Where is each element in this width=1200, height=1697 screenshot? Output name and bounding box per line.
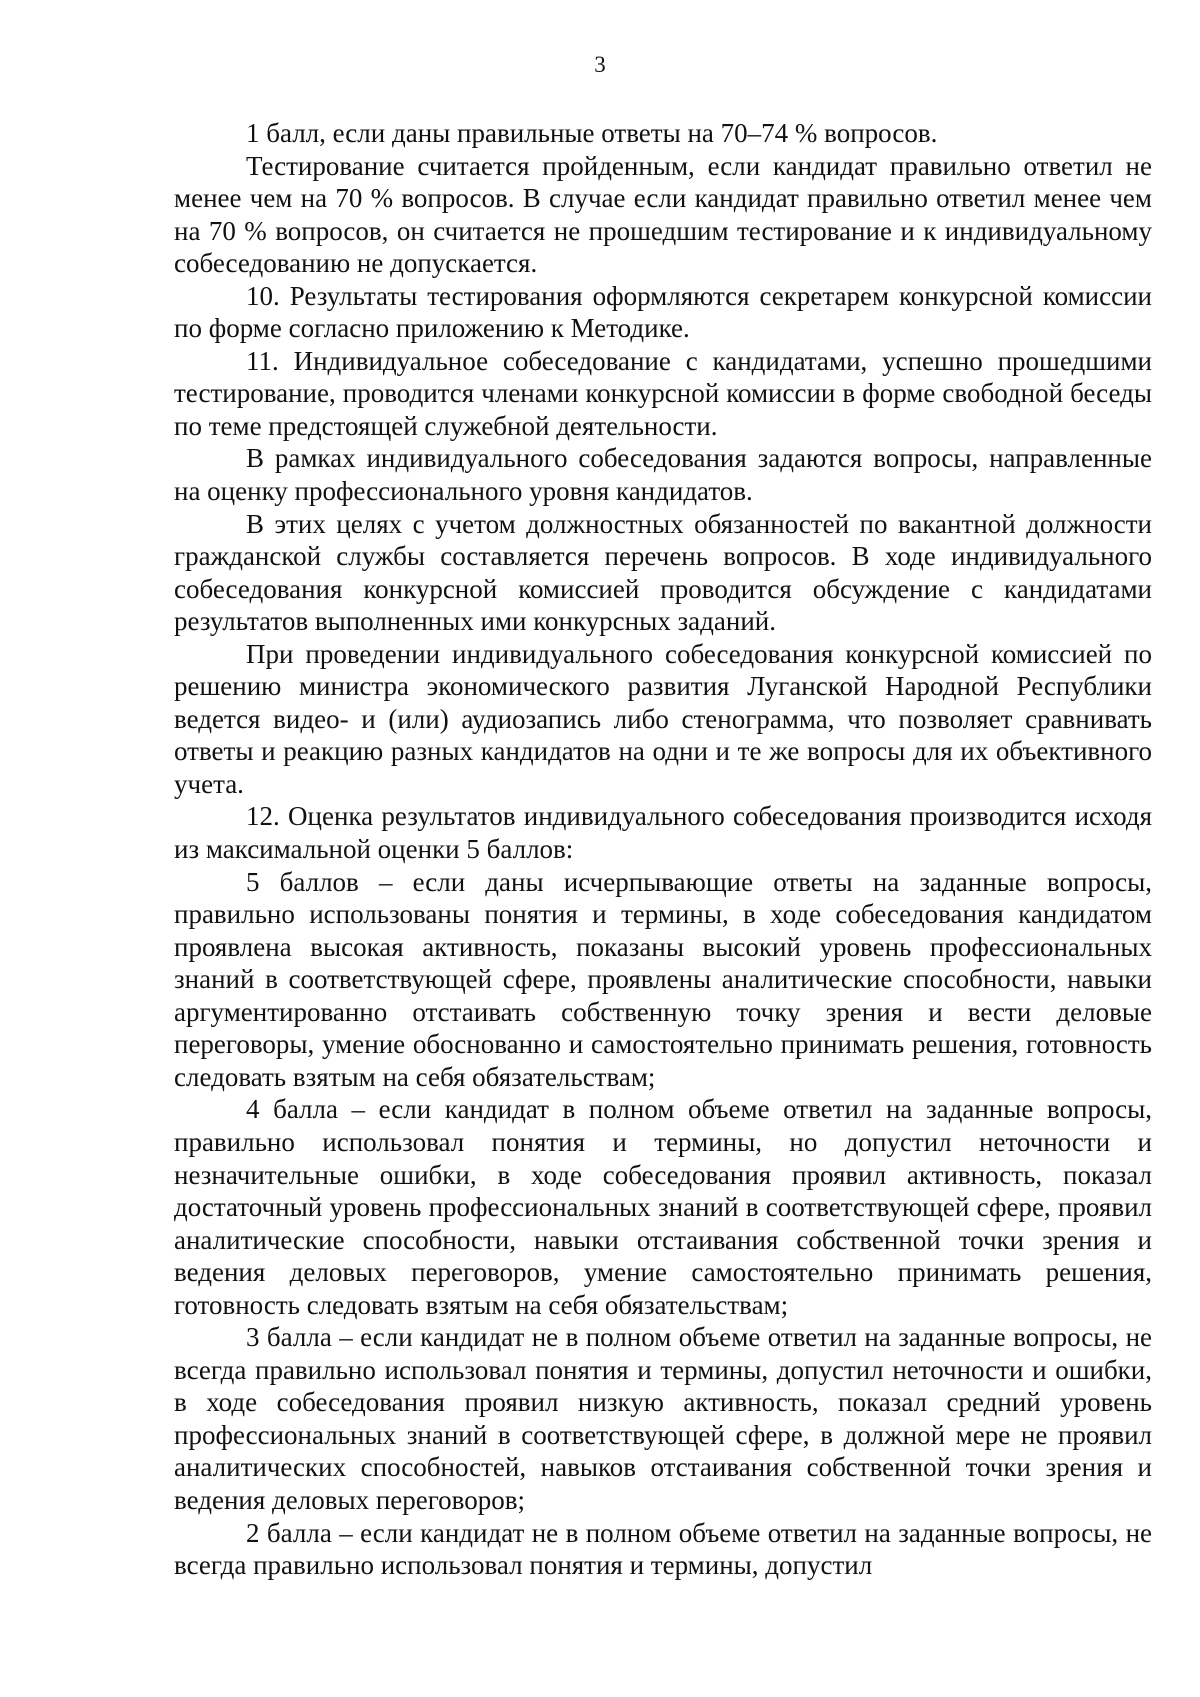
paragraph-score-5: 5 баллов – если даны исчерпывающие ответы на заданные вопросы, правильно использованы понятия и термины, в ходе собеседования кандидатом проявлена высокая активность, показаны высокий уровень профессиональных знаний в соответствующей сфере, проявлены аналитические способности, навыки аргументированно отстаивать собственную точку зрения и вести деловые переговоры, умение обоснованно и самостоятельно принимать решения, готовность следовать взятым на себя обязательствам;	[174, 866, 1152, 1092]
paragraph-score-4: 4 балла – если кандидат в полном объеме ответил на заданные вопросы, правильно использовал понятия и термины, но допустил неточности и незначительные ошибки, в ходе собеседования проявил активность, показал достаточный уровень профессиональных знаний в соответствующей сфере, проявил аналитические способности, навыки отстаивания собственной точки зрения и ведения деловых переговоров, умение самостоятельно принимать решения, готовность следовать взятым на себя обязательствам;	[174, 1094, 1152, 1320]
page-number: 3	[594, 52, 606, 77]
paragraph-item-12: 12. Оценка результатов индивидуального собеседования производится исходя из максимальной оценки 5 баллов:	[174, 801, 1152, 865]
paragraph-item-11: 11. Индивидуальное собеседование с кандидатами, успешно прошедшими тестирование, проводится членами конкурсной комиссии в форме свободной беседы по теме предстоящей служебной деятельности.	[174, 345, 1152, 441]
paragraph-interview-questions: В рамках индивидуального собеседования задаются вопросы, направленные на оценку профессионального уровня кандидатов.	[174, 443, 1152, 507]
paragraph-recording: При проведении индивидуального собеседования конкурсной комиссией по решению министра экономического развития Луганской Народной Республики ведется видео- и (или) аудиозапись либо стенограмма, что позволяет сравнивать ответы и реакцию разных кандидатов на одни и те же вопросы для их объективного учета.	[174, 638, 1152, 799]
paragraph-testing-passed: Тестирование считается пройденным, если кандидат правильно ответил не менее чем на 70 % вопросов. В случае если кандидат правильно ответил менее чем на 70 % вопросов, он считается не прошедшим тестирование и к индивидуальному собеседованию не допускается.	[174, 150, 1152, 279]
paragraph-score-2: 2 балла – если кандидат не в полном объеме ответил на заданные вопросы, не всегда правильно использовал понятия и термины, допустил	[174, 1517, 1152, 1581]
paragraph-score-3: 3 балла – если кандидат не в полном объеме ответил на заданные вопросы, не всегда правильно использовал понятия и термины, допустил неточности и ошибки, в ходе собеседования проявил низкую активность, показал средний уровень профессиональных знаний в соответствующей сфере, в должной мере не проявил аналитических способностей, навыков отстаивания собственной точки зрения и ведения деловых переговоров;	[174, 1322, 1152, 1515]
paragraph-score-1: 1 балл, если даны правильные ответы на 70–74 % вопросов.	[246, 118, 938, 148]
paragraph-question-list: В этих целях с учетом должностных обязанностей по вакантной должности гражданской службы составляется перечень вопросов. В ходе индивидуального собеседования конкурсной комиссией проводится обсуждение с кандидатами результатов выполненных ими конкурсных заданий.	[174, 508, 1152, 637]
document-body	[174, 117, 1152, 1582]
paragraph-item-10: 10. Результаты тестирования оформляются секретарем конкурсной комиссии по форме согласно приложению к Методике.	[174, 280, 1152, 344]
